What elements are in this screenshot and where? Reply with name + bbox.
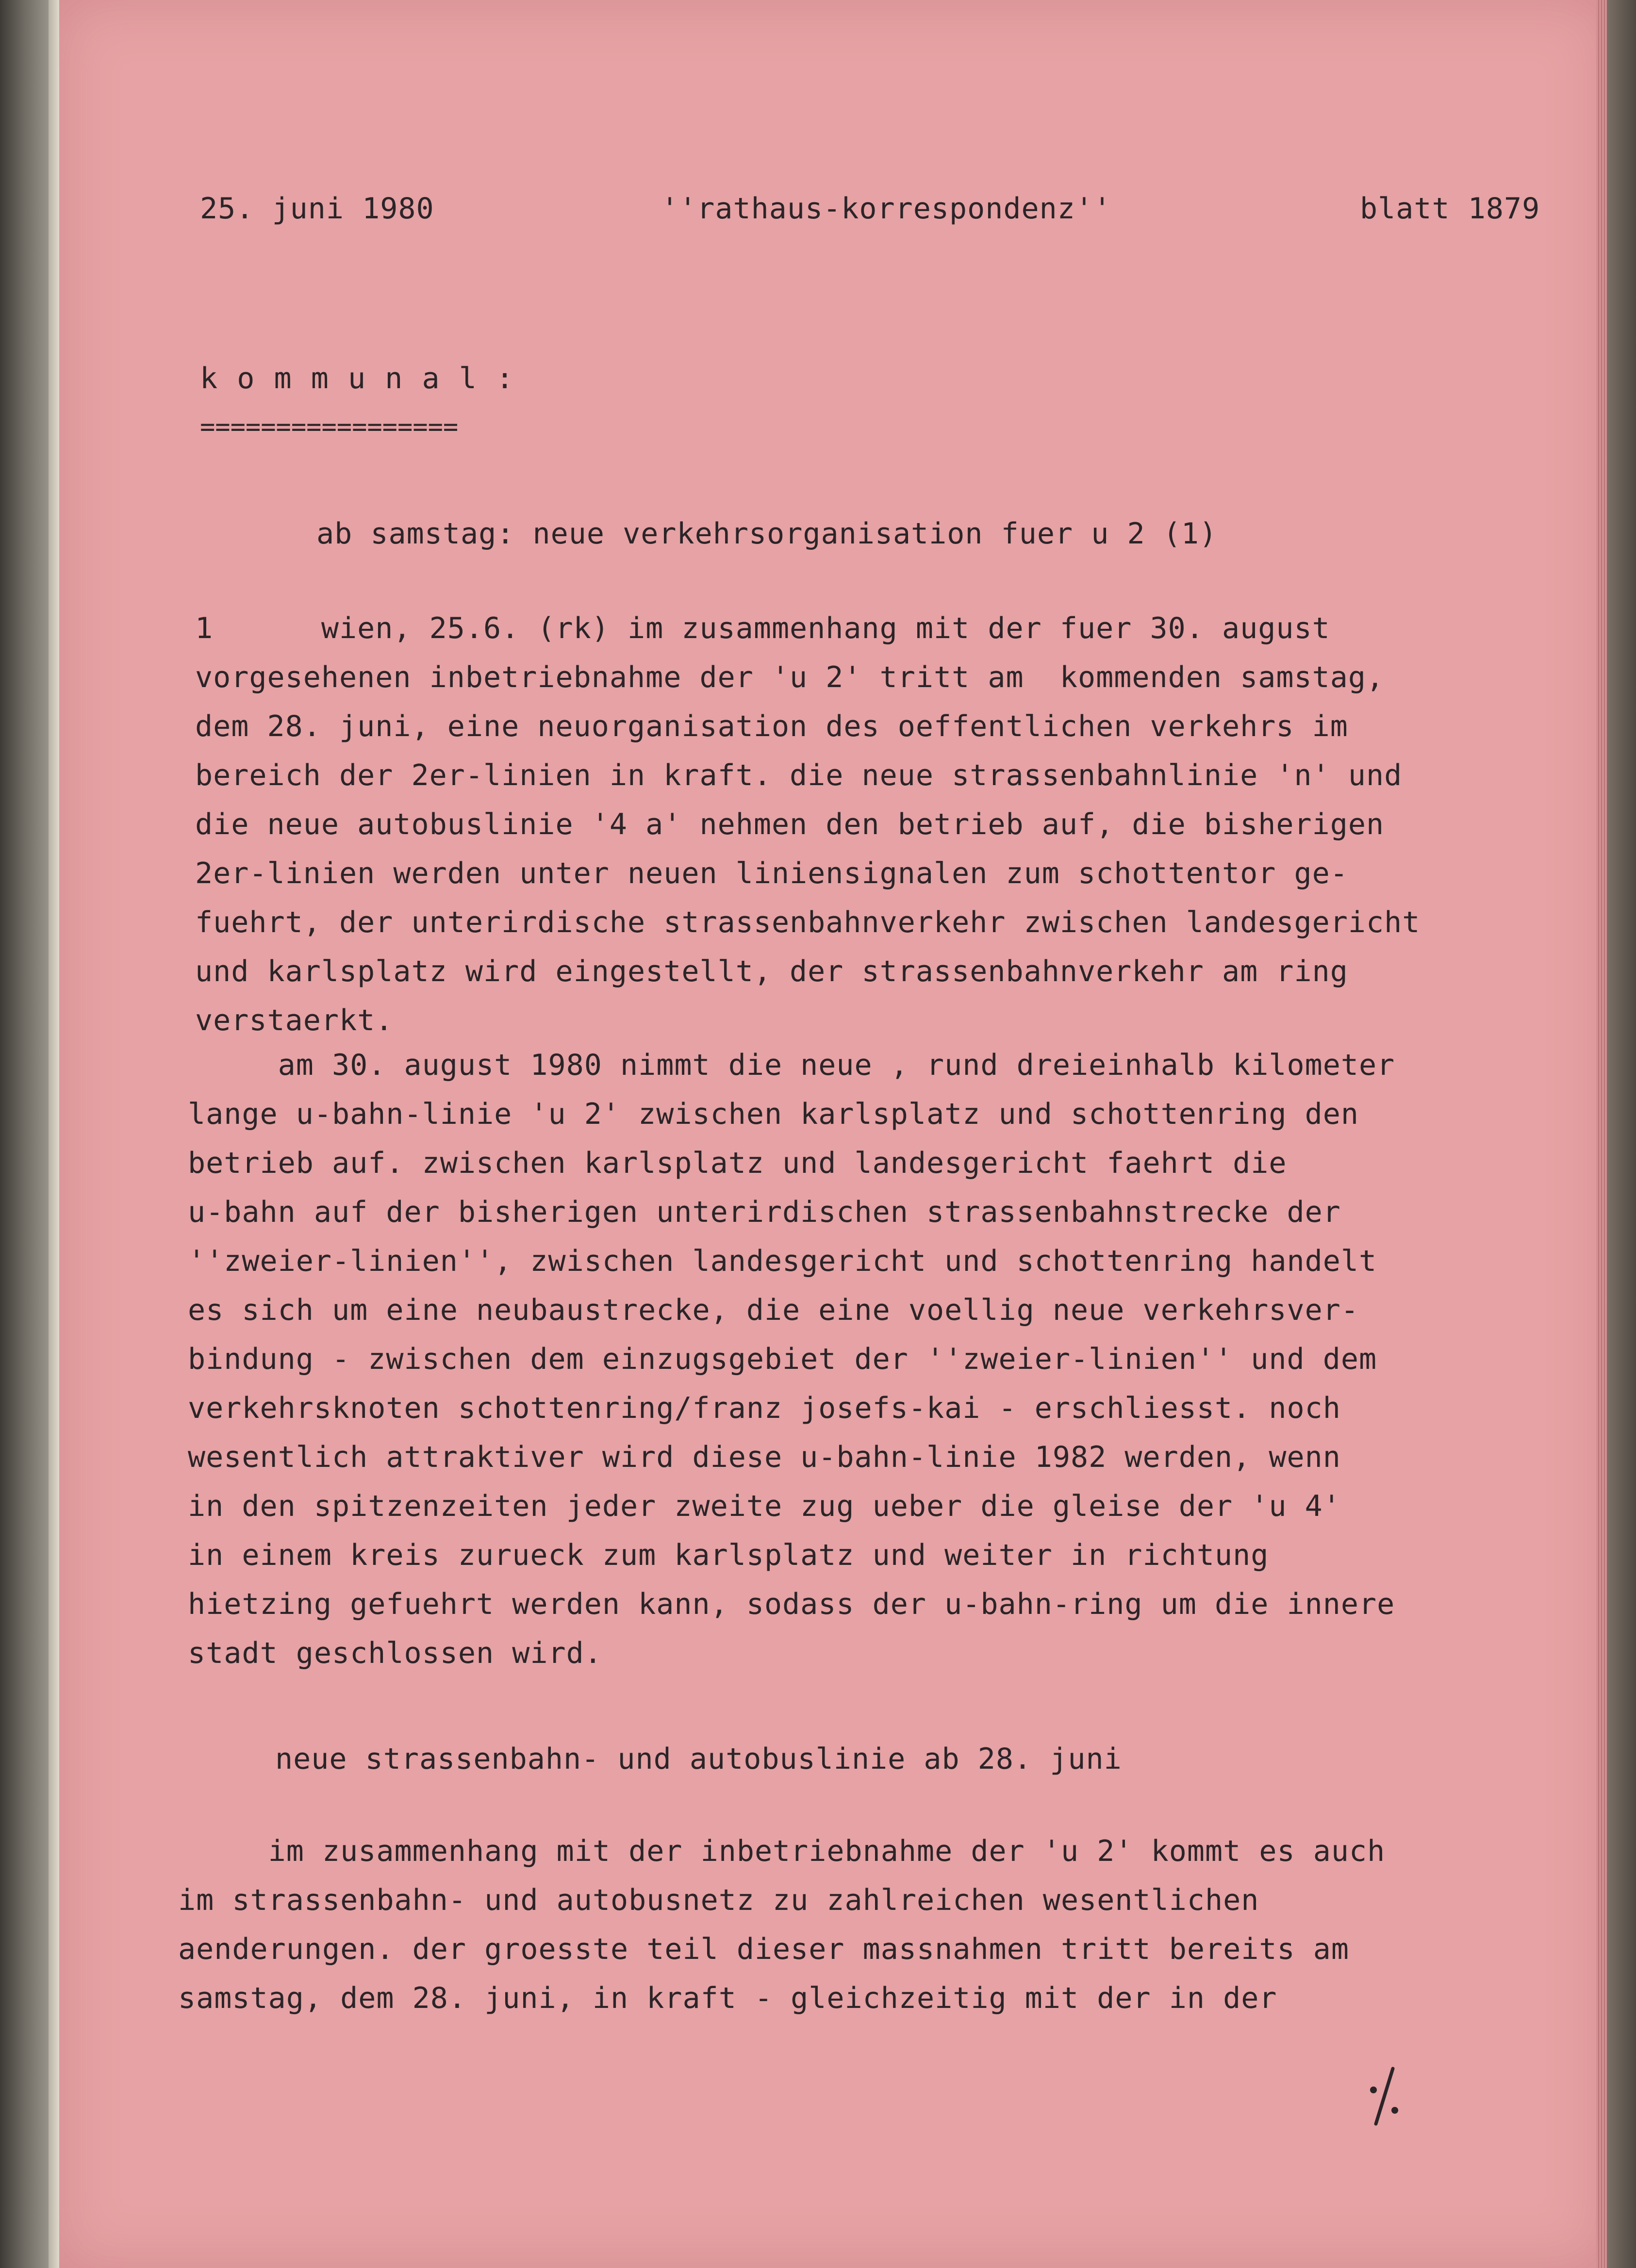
binding-edge	[49, 0, 59, 2268]
header-publication: ''rathaus-korrespondenz''	[661, 192, 1112, 226]
text-line: betrieb auf. zwischen karlsplatz und landesgericht faehrt die	[188, 1146, 1287, 1180]
text-line: hietzing gefuehrt werden kann, sodass der u-bahn-ring um die innere	[188, 1587, 1395, 1621]
subheadline: neue strassenbahn- und autobuslinie ab 28. juni	[275, 1742, 1122, 1776]
text-line: in einem kreis zurueck zum karlsplatz und weiter in richtung	[188, 1538, 1269, 1572]
section-rubric-rule: =================	[200, 412, 459, 442]
text-line: verkehrsknoten schottenring/franz josefs-kai - erschliesst. noch	[188, 1391, 1341, 1425]
article-headline: ab samstag: neue verkehrsorganisation fuer u 2 (1)	[316, 517, 1218, 551]
article-paragraph-3	[178, 1827, 1385, 2023]
text-line: aenderungen. der groesste teil dieser massnahmen tritt bereits am	[178, 1932, 1349, 1966]
article-paragraph-1	[195, 604, 1420, 1045]
article-paragraph-2	[188, 1041, 1395, 1678]
text-line: lange u-bahn-linie 'u 2' zwischen karlsplatz und schottenring den	[188, 1097, 1359, 1131]
text-line: u-bahn auf der bisherigen unterirdischen strassenbahnstrecke der	[188, 1195, 1341, 1229]
text-line: am 30. august 1980 nimmt die neue , rund dreieinhalb kilometer	[188, 1048, 1395, 1082]
text-line: wesentlich attraktiver wird diese u-bahn-linie 1982 werden, wenn	[188, 1440, 1341, 1474]
text-line: dem 28. juni, eine neuorganisation des oeffentlichen verkehrs im	[195, 709, 1348, 743]
text-line: ''zweier-linien'', zwischen landesgericht und schottenring handelt	[188, 1244, 1377, 1278]
typewritten-page	[59, 0, 1607, 2268]
text-line: im zusammenhang mit der inbetriebnahme der 'u 2' kommt es auch	[178, 1834, 1386, 1868]
scan-backdrop-right	[1607, 0, 1636, 2268]
header-date: 25. juni 1980	[200, 192, 434, 226]
text-line: im strassenbahn- und autobusnetz zu zahlreichen wesentlichen	[178, 1883, 1259, 1917]
text-line: es sich um eine neubaustrecke, die eine voellig neue verkehrsver-	[188, 1293, 1359, 1327]
text-line: und karlsplatz wird eingestellt, der strassenbahnverkehr am ring	[195, 954, 1348, 988]
text-line: fuehrt, der unterirdische strassenbahnverkehr zwischen landesgericht	[195, 905, 1421, 939]
continuation-mark	[1354, 2065, 1412, 2128]
text-line: 2er-linien werden unter neuen liniensignalen zum schottentor ge-	[195, 856, 1348, 890]
text-line: stadt geschlossen wird.	[188, 1636, 602, 1670]
text-line: 1 wien, 25.6. (rk) im zusammenhang mit der fuer 30. august	[195, 611, 1330, 645]
section-rubric: k o m m u n a l :	[200, 362, 515, 395]
header-sheet-number: blatt 1879	[1360, 192, 1540, 226]
text-line: vorgesehenen inbetriebnahme der 'u 2' tritt am kommenden samstag,	[195, 660, 1385, 694]
text-line: in den spitzenzeiten jeder zweite zug ueber die gleise der 'u 4'	[188, 1489, 1341, 1523]
text-line: bindung - zwischen dem einzugsgebiet der ''zweier-linien'' und dem	[188, 1342, 1377, 1376]
page-edge-stack	[1596, 0, 1607, 2268]
text-line: verstaerkt.	[195, 1003, 394, 1037]
text-line: bereich der 2er-linien in kraft. die neue strassenbahnlinie 'n' und	[195, 758, 1403, 792]
text-line: die neue autobuslinie '4 a' nehmen den betrieb auf, die bisherigen	[195, 807, 1385, 841]
text-line: samstag, dem 28. juni, in kraft - gleichzeitig mit der in der	[178, 1981, 1277, 2015]
